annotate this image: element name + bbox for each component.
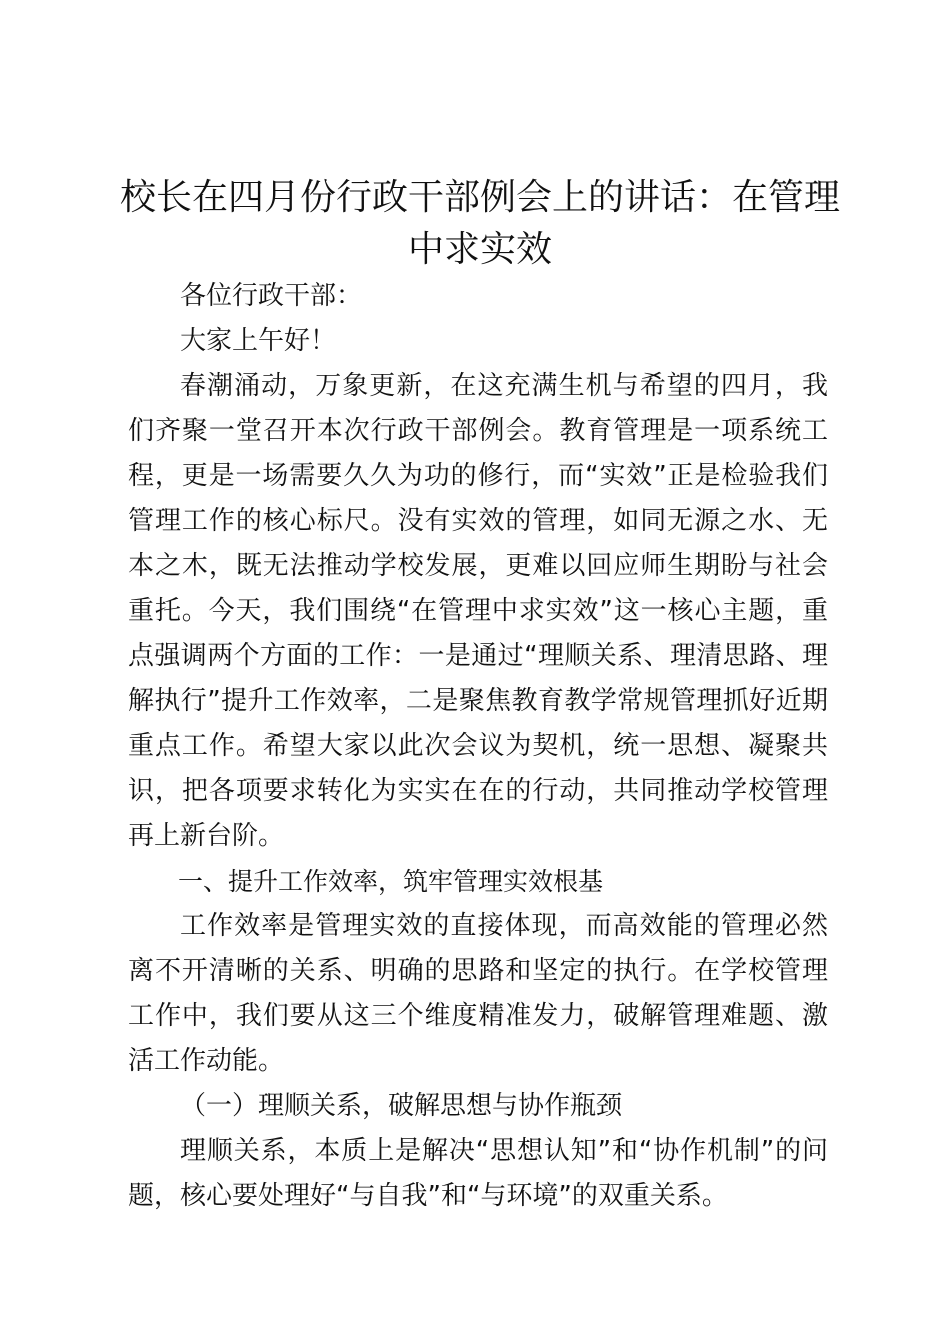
document-body — [128, 274, 828, 1219]
subsection-heading-1: （一）理顺关系，破解思想与协作瓶颈 — [180, 1091, 623, 1121]
section-1-paragraph: 工作效率是管理实效的直接体现，而高效能的管理必然离不开清晰的关系、明确的思路和坚定的执行。在学校管理工作中，我们要从这三个维度精准发力，破解管理难题、激活工作动能。 — [128, 911, 828, 1076]
document-title: 校长在四月份行政干部例会上的讲话：在管理中求实效 — [120, 177, 841, 270]
section-heading-1: 一、提升工作效率，筑牢管理实效根基 — [178, 867, 604, 896]
salutation: 各位行政干部： — [180, 281, 363, 311]
subsection-1-paragraph: 理顺关系，本质上是解决“思想认知”和“协作机制”的问题，核心要处理好“与自我”和“与环境”的双重关系。 — [128, 1136, 828, 1211]
intro-paragraph: 春潮涌动，万象更新，在这充满生机与希望的四月，我们齐聚一堂召开本次行政干部例会。教育管理是一项系统工程，更是一场需要久久为功的修行，而“实效”正是检验我们管理工作的核心标尺。没有实效的管理，如同无源之水、无本之木，既无法推动学校发展，更难以回应师生期盼与社会重托。今天，我们围绕“在管理中求实效”这一核心主题，重点强调两个方面的工作：一是通过“理顺关系、理清思路、理解执行”提升工作效率，二是聚焦教育教学常规管理抓好近期重点工作。希望大家以此次会议为契机，统一思想、凝聚共识，把各项要求转化为实实在在的行动，共同推动学校管理再上新台阶。 — [128, 371, 828, 851]
greeting: 大家上午好！ — [180, 326, 337, 356]
